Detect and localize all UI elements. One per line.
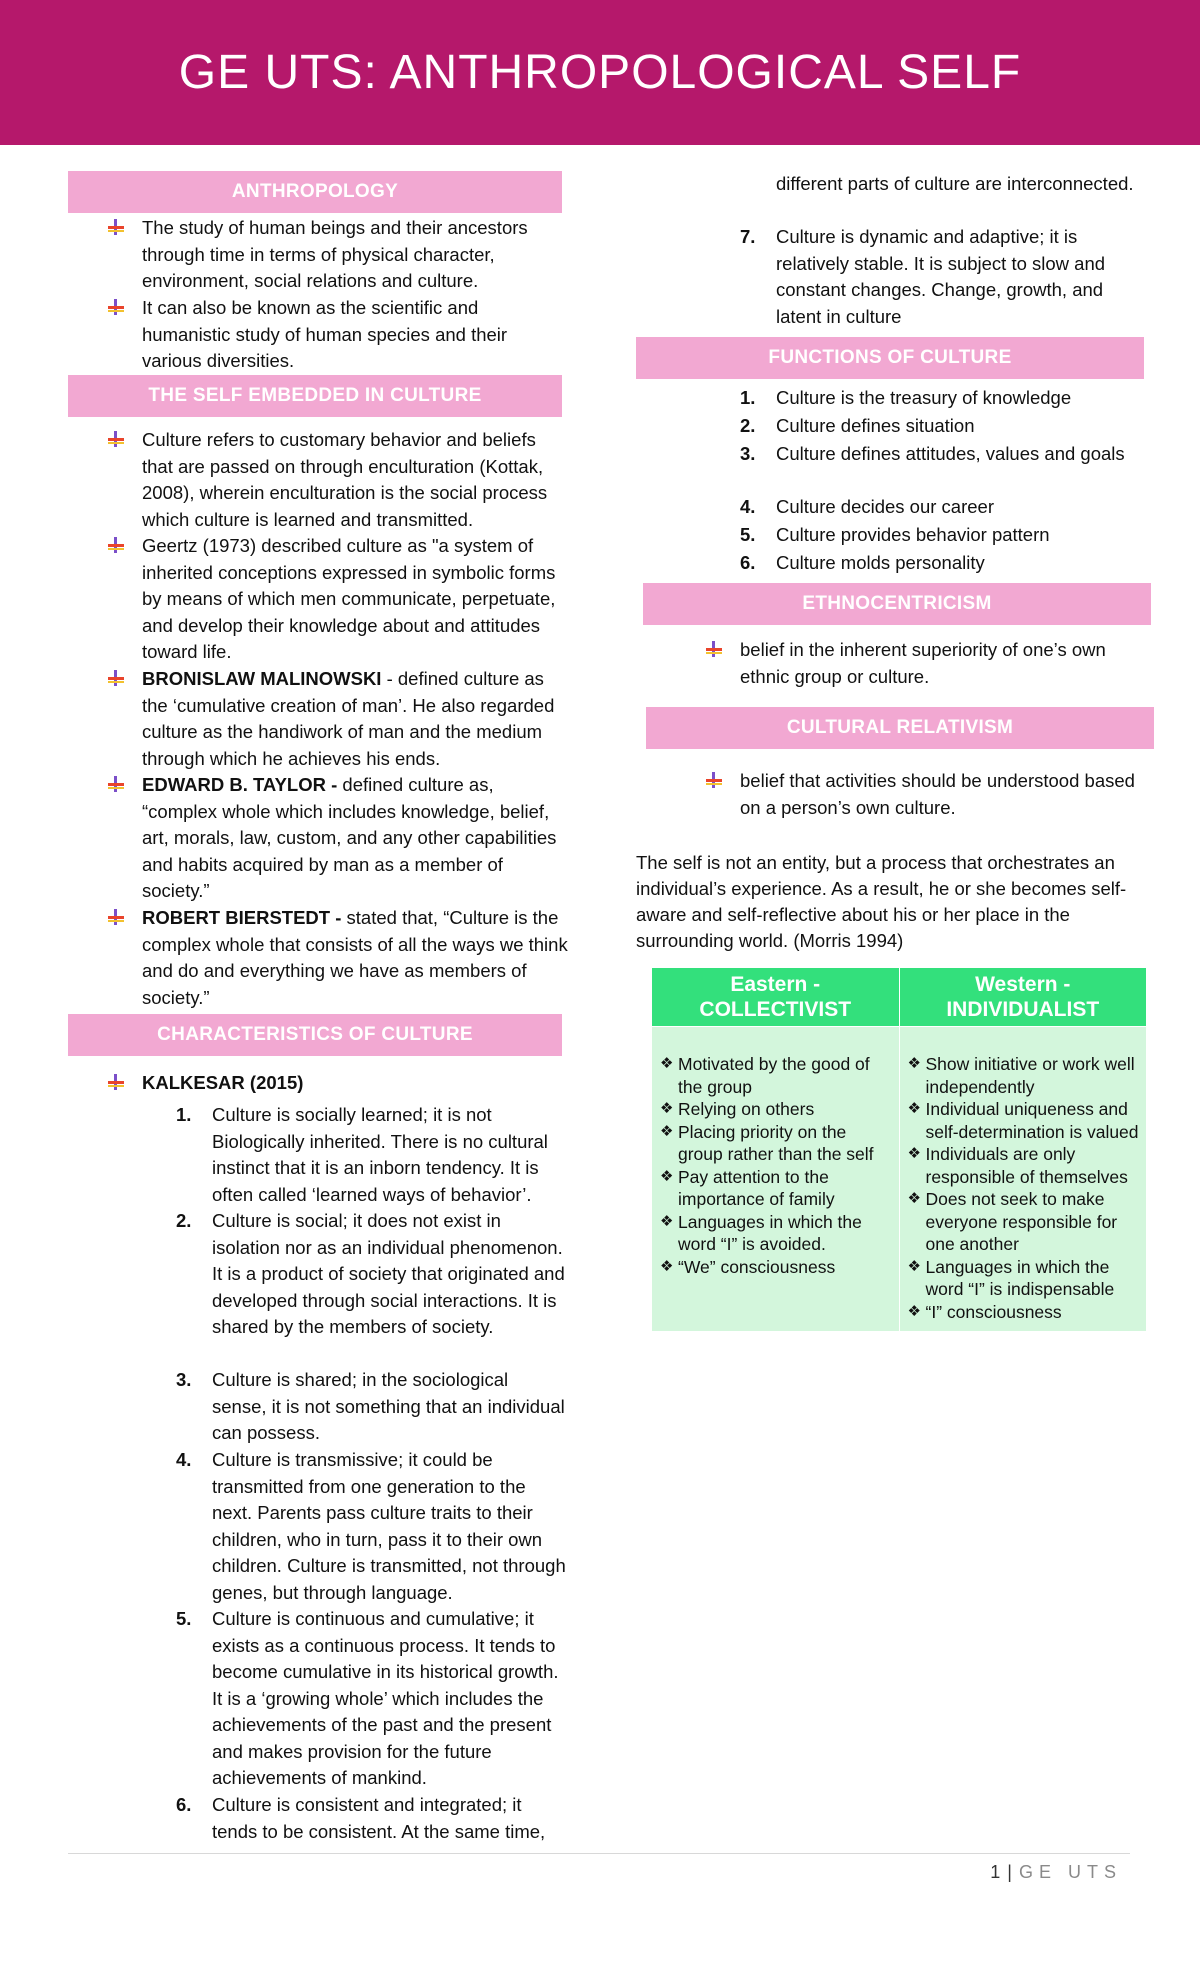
- diamond-icon: ❖: [660, 1100, 674, 1117]
- footer-label: GE UTS: [1018, 1862, 1122, 1882]
- bullet-icon: [108, 537, 124, 553]
- list-item: BRONISLAW MALINOWSKI - defined culture as the ‘cumulative creation of man’. He also regarded culture as the handiwork of man and the medium through which he achieves his ends.: [108, 666, 568, 772]
- page-footer: [990, 1862, 1122, 1883]
- list-item: ❖ “I” consciousness: [907, 1301, 1062, 1322]
- list-item: Culture refers to customary behavior and beliefs that are passed on through enculturation (Kottak, 2008), wherein enculturation is the social process which culture is learned and transmitted.: [108, 427, 568, 533]
- bullet-icon: [108, 299, 124, 315]
- page-banner: [0, 0, 1200, 145]
- list-item: belief in the inherent superiority of one’s own ethnic group or culture.: [706, 637, 1146, 690]
- list-item: It can also be known as the scientific and humanistic study of human species and their various diversities.: [108, 295, 568, 375]
- list-item: ❖ Pay attention to the importance of family: [660, 1166, 835, 1209]
- list-item: KALKESAR (2015): [108, 1070, 568, 1097]
- diamond-icon: ❖: [660, 1122, 674, 1140]
- bullet-icon: [706, 641, 722, 657]
- diamond-icon: ❖: [907, 1302, 921, 1320]
- list-item: ❖ “We” consciousness: [660, 1256, 836, 1277]
- list-item: ROBERT BIERSTEDT - stated that, “Culture is the complex whole that consists of all the ways we think and do and everything we have as members of society.”: [108, 905, 568, 1011]
- western-list: [906, 1053, 1141, 1323]
- list-item: EDWARD B. TAYLOR - defined culture as, “complex whole which includes knowledge, belief, art, morals, law, custom, and any other capabilities and habits acquired by man as a member of society.”: [108, 772, 568, 905]
- page-title: GE UTS: ANTHROPOLOGICAL SELF: [178, 46, 1022, 99]
- bullet-icon: [108, 1074, 124, 1090]
- bullet-icon: [108, 219, 124, 235]
- list-item: 4. Culture decides our career: [740, 496, 994, 517]
- bullet-icon: [108, 776, 124, 792]
- list-item: ❖ Relying on others: [660, 1099, 815, 1119]
- list-item: 4. Culture is transmissive; it could be transmitted from one generation to the next. Parents pass culture traits to their children, who in turn, pass it to their own children. Culture is transmitted, not through genes, but through language.: [176, 1449, 566, 1603]
- bullet-icon: [108, 909, 124, 925]
- list-item: 2. Culture is social; it does not exist in isolation nor as an individual phenomenon. It is a product of society that originated and developed through social interactions. It is shared by the members of society.: [176, 1210, 565, 1337]
- heading-ethnocentrism: ETHNOCENTRICISM: [643, 583, 1151, 625]
- diamond-icon: ❖: [907, 1100, 921, 1117]
- bullet-icon: [108, 431, 124, 447]
- page-number: 1: [990, 1862, 1002, 1882]
- heading-anthropology: ANTHROPOLOGY: [68, 171, 562, 213]
- list-item: ❖ Placing priority on the group rather than the self: [660, 1121, 874, 1164]
- list-item: 3. Culture defines attitudes, values and goals: [740, 443, 1125, 464]
- list-item: 6. Culture is consistent and integrated; it tends to be consistent. At the same time,: [176, 1794, 546, 1842]
- list-item: 5. Culture provides behavior pattern: [740, 524, 1050, 545]
- heading-self-embedded: THE SELF EMBEDDED IN CULTURE: [68, 375, 562, 417]
- bullet-icon: [706, 772, 722, 788]
- list-item: Geertz (1973) described culture as "a system of inherited conceptions expressed in symbolic forms by means of which men communicate, perpetuate, and develop their knowledge about and attitudes toward life.: [108, 533, 568, 666]
- diamond-icon: ❖: [660, 1257, 674, 1275]
- diamond-icon: ❖: [660, 1167, 674, 1185]
- list-item: 7. Culture is dynamic and adaptive; it is relatively stable. It is subject to slow and constant changes. Change, growth, and latent in culture: [740, 226, 1106, 327]
- list-item: The study of human beings and their ancestors through time in terms of physical character, environment, social relations and culture.: [108, 215, 568, 295]
- list-item: 1. Culture is socially learned; it is not Biologically inherited. There is no cultural instinct that it is an inborn tendency. It is often called ‘learned ways of behavior’.: [176, 1104, 548, 1205]
- diamond-icon: ❖: [660, 1055, 674, 1072]
- eastern-list: [658, 1053, 893, 1278]
- diamond-icon: ❖: [907, 1055, 921, 1072]
- diamond-icon: ❖: [907, 1190, 921, 1207]
- diamond-icon: ❖: [660, 1212, 674, 1230]
- list-item: 5. Culture is continuous and cumulative; it exists as a continuous process. It tends to become cumulative in its historical growth. It is a ‘growing whole’ which includes the achievements of the past and the present and makes provision for the future achievements of mankind.: [176, 1608, 559, 1788]
- diamond-icon: ❖: [907, 1257, 921, 1275]
- list-item: ❖ Individual uniqueness and self-determination is valued: [907, 1099, 1139, 1142]
- bullet-icon: [108, 670, 124, 686]
- list-item: belief that activities should be understood based on a person’s own culture.: [706, 768, 1146, 821]
- list-item: ❖ Individuals are only responsible of themselves: [907, 1144, 1128, 1187]
- eastern-header: Eastern - COLLECTIVIST: [652, 968, 900, 1027]
- heading-characteristics: CHARACTERISTICS OF CULTURE: [68, 1014, 562, 1056]
- list-item: ❖ Languages in which the word “I” is indispensable: [907, 1256, 1115, 1299]
- eastern-cell: [652, 1027, 900, 1332]
- western-cell: [899, 1027, 1147, 1332]
- list-item: 2. Culture defines situation: [740, 415, 975, 436]
- heading-functions: FUNCTIONS OF CULTURE: [636, 337, 1144, 379]
- list-item: ❖ Motivated by the good of the group: [660, 1054, 870, 1097]
- western-header: Western - INDIVIDUALIST: [899, 968, 1147, 1027]
- list-item: ❖ Does not seek to make everyone responsible for one another: [907, 1189, 1118, 1254]
- comparison-table: [651, 967, 1147, 1332]
- self-paragraph: The self is not an entity, but a process that orchestrates an individual’s experience. As a result, he or she becomes self-aware and self-reflective about his or her place in the surrounding world. (Morris 1994): [636, 852, 1127, 951]
- list-item: ❖ Languages in which the word “I” is avoided.: [660, 1211, 862, 1254]
- list-item: ❖ Show initiative or work well independently: [907, 1054, 1135, 1097]
- list-item: 1. Culture is the treasury of knowledge: [740, 387, 1072, 408]
- footer-separator: |: [1007, 1862, 1013, 1882]
- list-item-continued: different parts of culture are interconnected.: [776, 173, 1134, 194]
- heading-cultural-relativism: CULTURAL RELATIVISM: [646, 707, 1154, 749]
- list-item: 6. Culture molds personality: [740, 552, 985, 573]
- diamond-icon: ❖: [907, 1145, 921, 1162]
- footer-divider: [68, 1853, 1130, 1854]
- list-item: 3. Culture is shared; in the sociological sense, it is not something that an individual can possess.: [176, 1369, 565, 1443]
